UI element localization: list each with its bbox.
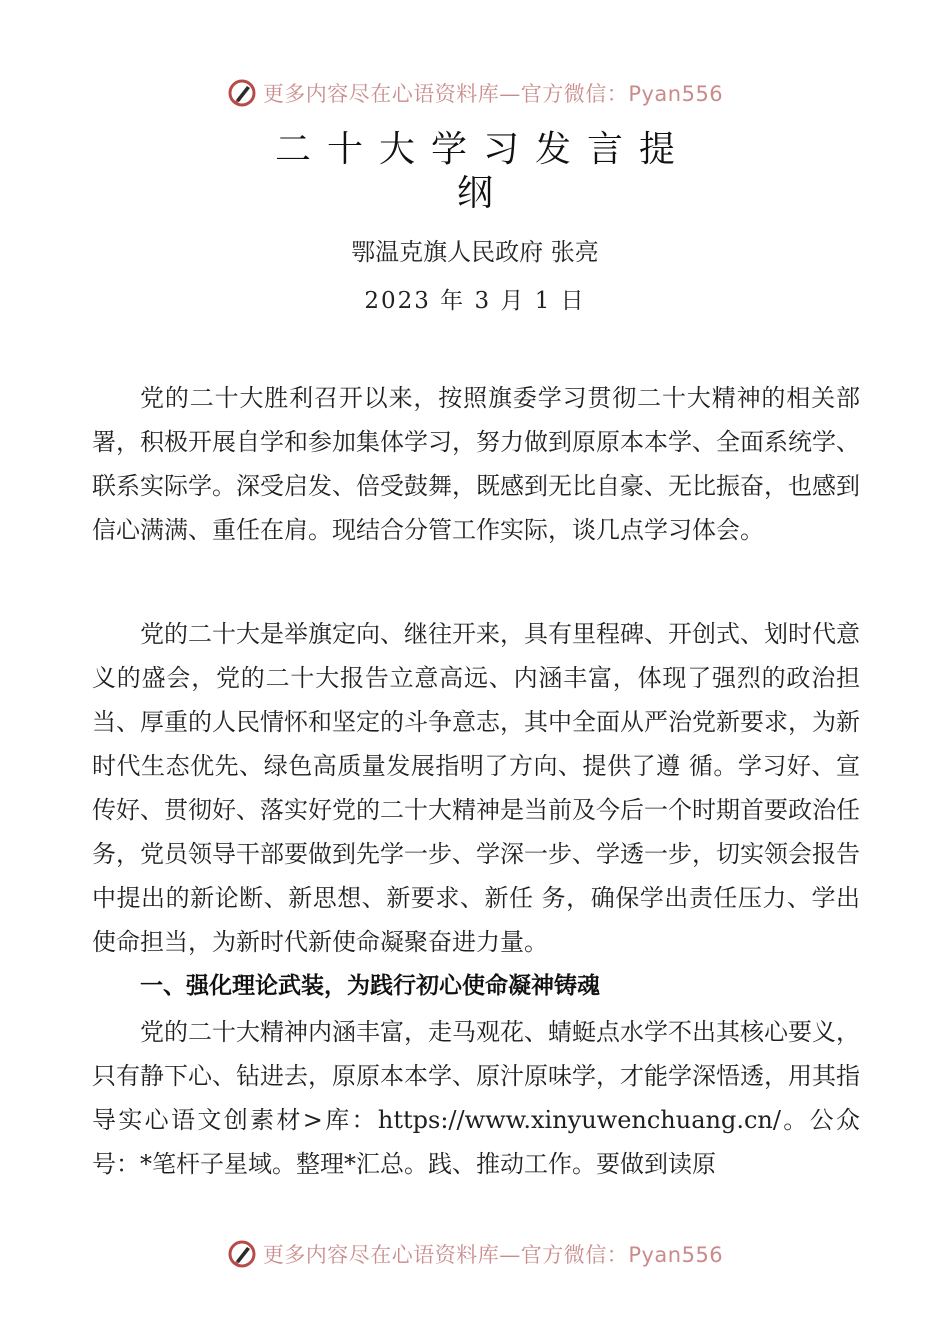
pen-logo-icon (227, 1239, 257, 1269)
document-author: 鄂温克旗人民政府 张亮 (351, 238, 599, 266)
pen-logo-icon (227, 78, 257, 108)
document-title-line-1: 二十大学习发言提 (274, 129, 691, 170)
body-paragraph-2: 党的二十大是举旗定向、继往开来，具有里程碑、开创式、划时代意义的盛会，党的二十大报告立意高远、内涵丰富，体现了强烈的政治担当、厚重的人民情怀和坚定的斗争意志，其中全面从严治党新要求，为新时代生态优先、绿色高质量发展指明了方向、提供了遵 循。学习好、宣传好、贯彻好、落实好党的二十大精神是当前及今后一个时期首要政治任务，党员领导干部要做到先学一步、学深一步、学透一步，切实领会报告中提出的新论断、新思想、新要求、新任 务，确保学出责任压力、学出使命担当，为新时代新使命凝聚奋进力量。 (92, 620, 860, 956)
body-paragraph-3: 党的二十大精神内涵丰富，走马观花、蜻蜓点水学不出其核心要义，只有静下心、钻进去，原原本本学、原汁原味学，才能学深悟透，用其指导实心语文创素材>库：https://www.xinyuwenchuang.cn/。公众号：*笔杆子星域。整理*汇总。践、推动工作。要做到读原 (92, 1018, 860, 1178)
section-heading-1: 一、强化理论武装，为践行初心使命凝神铸魂 (140, 973, 600, 999)
watermark-text: 更多内容尽在心语资料库—官方微信：Pyan556 (262, 1243, 724, 1267)
body-paragraph-1: 党的二十大胜利召开以来，按照旗委学习贯彻二十大精神的相关部署，积极开展自学和参加集体学习，努力做到原原本本学、全面系统学、联系实际学。深受启发、倍受鼓舞，既感到无比自豪、无比振奋，也感到信心满满、重任在肩。现结合分管工作实际，谈几点学习体会。 (92, 384, 860, 544)
document-date: 2023 年 3 月 1 日 (364, 288, 586, 314)
wechat-id: Pyan556 (628, 1243, 724, 1267)
watermark-text: 更多内容尽在心语资料库—官方微信：Pyan556 (262, 82, 724, 106)
wechat-id: Pyan556 (628, 82, 724, 106)
watermark-banner-top (0, 73, 950, 113)
document-title-line-2: 纲 (456, 173, 493, 214)
watermark-banner-bottom (0, 1234, 950, 1274)
